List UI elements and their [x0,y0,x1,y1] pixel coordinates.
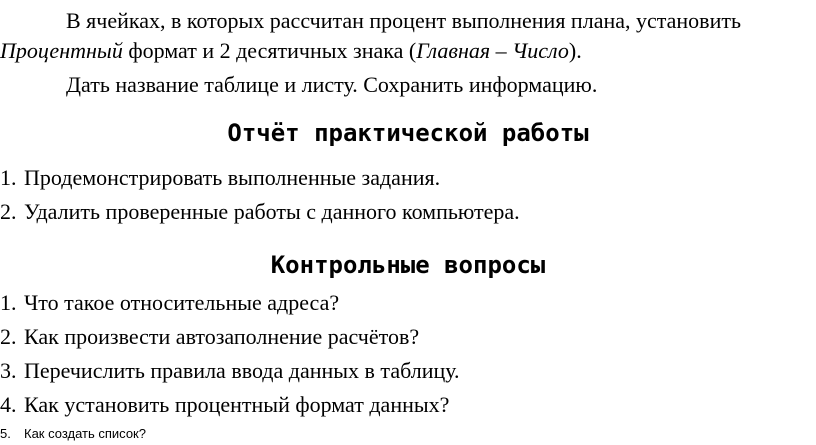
report-heading: Отчёт практической работы [227,119,589,147]
intro-line-2-text-2: – [490,38,513,63]
list-item-text: Как произвести автозаполнение расчётов? [24,324,420,349]
questions-list [0,286,460,422]
list-item-number: 2. [0,199,17,224]
intro-line-2-text-1: формат и 2 десятичных знака ( [122,38,417,63]
report-list [0,161,520,229]
home-tab-term: Главная [416,38,491,63]
list-item-text: Продемонстрировать выполненные задания. [24,165,441,190]
questions-heading: Контрольные вопросы [270,251,546,279]
list-item-text: Удалить проверенные работы с данного компьютера. [24,199,520,224]
list-item [0,195,520,229]
intro-line-2 [0,36,582,66]
list-item-text: Что такое относительные адреса? [24,290,340,315]
list-item [0,320,460,354]
number-group-term: Число [512,38,569,63]
list-item [0,354,460,388]
list-item [0,161,520,195]
list-item-number: 3. [0,358,17,383]
intro-line-2-text-3: ). [568,38,582,63]
list-item-text: Перечислить правила ввода данных в таблицу. [24,358,460,383]
list-item [0,388,460,422]
list-item-small [0,426,146,442]
list-item-text: Как установить процентный формат данных? [24,392,450,417]
list-item-number: 1. [0,165,17,190]
list-item-number: 1. [0,290,17,315]
list-item-number: 4. [0,392,17,417]
list-item [0,286,460,320]
intro-line-3 [66,70,597,100]
intro-line-1 [66,6,741,36]
intro-line-3-text: Дать название таблице и листу. Сохранить информацию. [66,72,598,97]
percent-format-term: Процентный [0,38,123,63]
list-item-text: Как создать список? [24,426,146,441]
intro-line-1-text: В ячейках, в которых рассчитан процент выполнения плана, установить [66,8,741,33]
list-item-number: 5. [0,426,11,441]
list-item-number: 2. [0,324,17,349]
